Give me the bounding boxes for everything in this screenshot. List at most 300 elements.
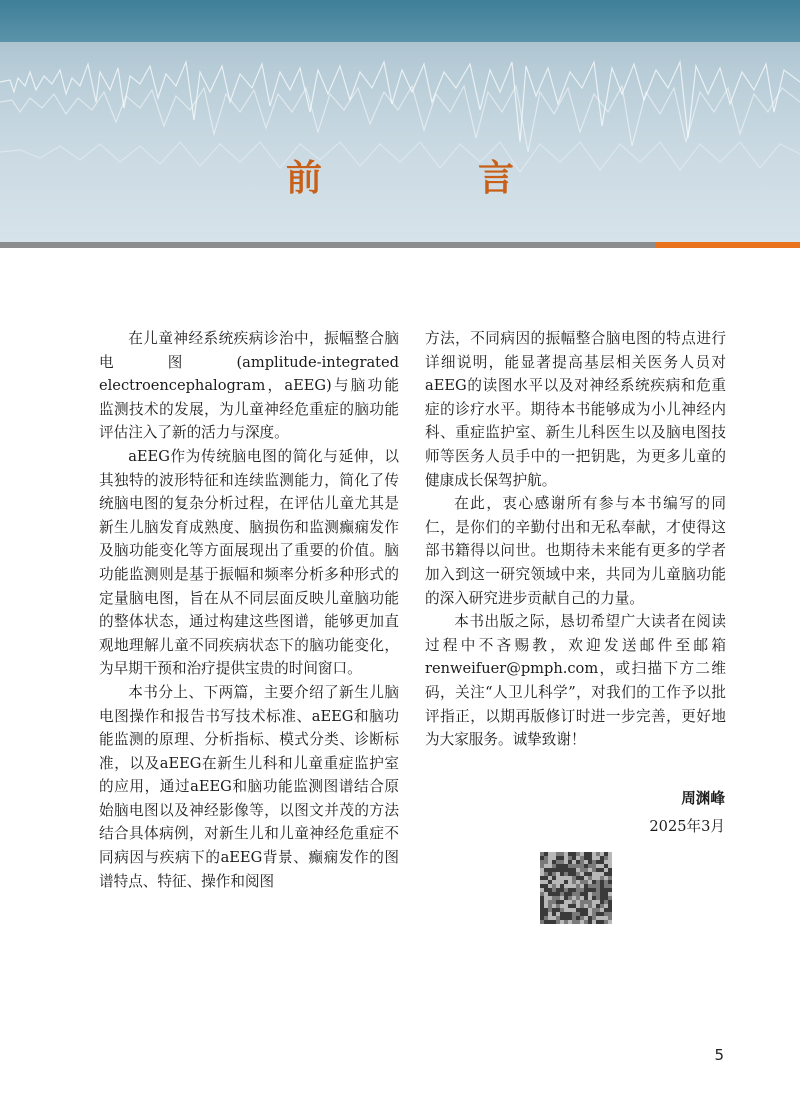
qr-code-cell — [564, 852, 568, 856]
qr-code-cell — [584, 892, 588, 896]
qr-code-cell — [604, 860, 608, 864]
qr-code-cell — [544, 916, 548, 920]
qr-code-cell — [548, 908, 552, 912]
qr-code-cell — [540, 896, 544, 900]
qr-code-cell — [560, 920, 564, 924]
qr-code-cell — [572, 916, 576, 920]
qr-code-cell — [544, 920, 548, 924]
qr-code-cell — [588, 856, 592, 860]
qr-code-icon[interactable] — [540, 852, 612, 924]
qr-code-cell — [604, 912, 608, 916]
qr-code-cell — [556, 856, 560, 860]
qr-code-cell — [540, 888, 544, 892]
qr-code-cell — [568, 856, 572, 860]
qr-code-cell — [596, 896, 600, 900]
qr-code-cell — [588, 868, 592, 872]
qr-code-cell — [592, 868, 596, 872]
qr-code-cell — [552, 916, 556, 920]
qr-code-cell — [556, 872, 560, 876]
qr-code-cell — [572, 868, 576, 872]
qr-code-cell — [556, 884, 560, 888]
qr-code-cell — [552, 872, 556, 876]
qr-code-cell — [600, 868, 604, 872]
qr-code-cell — [564, 904, 568, 908]
qr-code-cell — [600, 888, 604, 892]
qr-code-cell — [564, 892, 568, 896]
qr-code-cell — [584, 904, 588, 908]
qr-code-cell — [596, 916, 600, 920]
qr-code-cell — [560, 872, 564, 876]
qr-code-cell — [556, 876, 560, 880]
paragraph-continuation: 方法，不同病因的振幅整合脑电图的特点进行详细说明，能显著提高基层相关医务人员对aEEG的读图水平以及对神经系统疾病和危重症的诊疗水平。期待本书能够成为小儿神经内科、重症监护室、新生儿科医生以及脑电图技师等医务人员手中的一把钥匙，为更多儿童的健康成长保驾护航。 — [425, 330, 726, 489]
qr-code-cell — [580, 912, 584, 916]
qr-code-cell — [556, 864, 560, 868]
qr-code-cell — [564, 908, 568, 912]
qr-code-cell — [604, 868, 608, 872]
qr-code-cell — [568, 872, 572, 876]
qr-code-cell — [564, 860, 568, 864]
qr-code-cell — [552, 908, 556, 912]
qr-code-cell — [548, 904, 552, 908]
qr-code-cell — [568, 896, 572, 900]
qr-code-cell — [588, 892, 592, 896]
qr-code-cell — [564, 880, 568, 884]
qr-code-cell — [576, 896, 580, 900]
qr-code-cell — [548, 892, 552, 896]
qr-code-cell — [604, 880, 608, 884]
qr-code-cell — [600, 864, 604, 868]
qr-code-cell — [552, 888, 556, 892]
qr-code-cell — [588, 904, 592, 908]
qr-code-cell — [540, 904, 544, 908]
qr-code-cell — [564, 884, 568, 888]
qr-code-cell — [548, 872, 552, 876]
qr-code-cell — [592, 876, 596, 880]
qr-code-cell — [556, 912, 560, 916]
qr-code-cell — [556, 896, 560, 900]
qr-code-cell — [560, 912, 564, 916]
qr-code-cell — [540, 892, 544, 896]
qr-code-cell — [572, 880, 576, 884]
qr-code-cell — [580, 880, 584, 884]
qr-code-cell — [592, 920, 596, 924]
qr-code-cell — [544, 896, 548, 900]
divider-orange-band — [656, 242, 800, 248]
qr-code-cell — [592, 856, 596, 860]
qr-code-cell — [560, 908, 564, 912]
qr-code-cell — [548, 888, 552, 892]
qr-code-cell — [540, 916, 544, 920]
qr-code-cell — [600, 920, 604, 924]
qr-code-cell — [608, 872, 612, 876]
banner-top-strip — [0, 0, 800, 42]
qr-code-cell — [588, 864, 592, 868]
qr-code-cell — [572, 912, 576, 916]
qr-code-cell — [552, 876, 556, 880]
qr-code-cell — [588, 900, 592, 904]
qr-code-cell — [540, 908, 544, 912]
qr-code-cell — [596, 868, 600, 872]
qr-code-cell — [548, 868, 552, 872]
qr-code-cell — [552, 900, 556, 904]
qr-code-cell — [556, 880, 560, 884]
qr-code-cell — [572, 920, 576, 924]
qr-code-cell — [596, 884, 600, 888]
qr-code-cell — [540, 860, 544, 864]
qr-code-cell — [584, 908, 588, 912]
qr-code-cell — [548, 884, 552, 888]
paragraph: aEEG作为传统脑电图的简化与延伸，以其独特的波形特征和连续监测能力，简化了传统脑电图的复杂分析过程，在评估儿童尤其是新生儿脑发育成熟度、脑损伤和监测癫痫发作及脑功能变化等方面展现出了重要的价值。脑功能监测则是基于振幅和频率分析多种形式的定量脑电图，旨在从不同层面反映儿童脑功能的整体状态，通过构建这些图谱，能够更加直观地理解儿童不同疾病状态下的脑功能变化，为早期干预和治疗提供宝贵的时间窗口。 — [99, 447, 399, 678]
qr-code-cell — [548, 852, 552, 856]
qr-code-cell — [580, 868, 584, 872]
qr-code-cell — [564, 876, 568, 880]
qr-code-cell — [580, 872, 584, 876]
qr-code-cell — [548, 912, 552, 916]
qr-code-cell — [580, 864, 584, 868]
qr-code-cell — [552, 864, 556, 868]
qr-code-cell — [552, 896, 556, 900]
qr-code-cell — [580, 856, 584, 860]
qr-code-cell — [604, 892, 608, 896]
qr-code-cell — [596, 852, 600, 856]
qr-code-cell — [572, 896, 576, 900]
qr-code-cell — [568, 908, 572, 912]
paragraph: 在儿童神经系统疾病诊治中，振幅整合脑电图(amplitude-integrated electroencephalogram，aEEG)与脑功能监测技术的发展，为儿童神经危重症的脑功能评估注入了新的活力与深度。 — [99, 330, 399, 442]
qr-code-cell — [564, 888, 568, 892]
qr-code-cell — [540, 864, 544, 868]
qr-code-cell — [596, 908, 600, 912]
qr-code-cell — [568, 868, 572, 872]
qr-code-cell — [580, 908, 584, 912]
qr-code-cell — [564, 864, 568, 868]
qr-code-cell — [568, 916, 572, 920]
qr-code-cell — [608, 920, 612, 924]
qr-code-cell — [552, 920, 556, 924]
qr-code-cell — [604, 900, 608, 904]
qr-code-cell — [572, 888, 576, 892]
qr-code-cell — [576, 908, 580, 912]
qr-code-cell — [596, 872, 600, 876]
qr-code-cell — [560, 864, 564, 868]
qr-code-cell — [592, 884, 596, 888]
qr-code-cell — [556, 860, 560, 864]
qr-code-cell — [552, 884, 556, 888]
qr-code-cell — [560, 904, 564, 908]
qr-code-cell — [592, 896, 596, 900]
qr-code-cell — [592, 880, 596, 884]
qr-code-cell — [592, 916, 596, 920]
qr-code-cell — [572, 892, 576, 896]
qr-code-cell — [544, 864, 548, 868]
qr-code-cell — [588, 852, 592, 856]
qr-code-cell — [544, 888, 548, 892]
qr-code-cell — [564, 868, 568, 872]
qr-code-cell — [552, 852, 556, 856]
qr-code-cell — [560, 900, 564, 904]
qr-code-cell — [572, 876, 576, 880]
qr-code-cell — [548, 920, 552, 924]
qr-code-cell — [580, 884, 584, 888]
qr-code-cell — [552, 892, 556, 896]
qr-code-cell — [544, 912, 548, 916]
qr-code-cell — [560, 868, 564, 872]
qr-code-cell — [608, 852, 612, 856]
qr-code-cell — [556, 904, 560, 908]
qr-code-cell — [600, 912, 604, 916]
qr-code-cell — [588, 912, 592, 916]
qr-code-cell — [572, 856, 576, 860]
qr-code-cell — [604, 884, 608, 888]
qr-code-cell — [564, 916, 568, 920]
qr-code-cell — [604, 856, 608, 860]
qr-code-cell — [568, 860, 572, 864]
qr-code-cell — [548, 880, 552, 884]
qr-code-cell — [584, 876, 588, 880]
qr-code-cell — [596, 856, 600, 860]
qr-code-cell — [572, 860, 576, 864]
qr-code-cell — [576, 864, 580, 868]
qr-code-cell — [600, 860, 604, 864]
paragraph: 本书分上、下两篇，主要介绍了新生儿脑电图操作和报告书写技术标准、aEEG和脑功能监测的原理、分析指标、模式分类、诊断标准，以及aEEG在新生儿科和儿童重症监护室的应用，通过aEEG和脑功能监测图谱结合原始脑电图以及神经影像等，以图文并茂的方法结合具体病例，对新生儿和儿童神经危重症不同病因与疾病下的aEEG背景、癫痫发作的图谱特点、特征、操作和阅图 — [99, 683, 399, 890]
qr-code-cell — [608, 912, 612, 916]
qr-code-cell — [604, 908, 608, 912]
qr-code-cell — [576, 888, 580, 892]
qr-code-cell — [548, 876, 552, 880]
qr-code-cell — [548, 860, 552, 864]
qr-code-cell — [600, 908, 604, 912]
qr-code-cell — [548, 864, 552, 868]
qr-code-cell — [564, 856, 568, 860]
qr-code-cell — [552, 868, 556, 872]
qr-code-cell — [576, 860, 580, 864]
qr-code-cell — [576, 880, 580, 884]
qr-code-cell — [592, 852, 596, 856]
qr-code-cell — [544, 884, 548, 888]
qr-code-cell — [560, 880, 564, 884]
qr-code-cell — [540, 884, 544, 888]
qr-code-cell — [544, 852, 548, 856]
qr-code-cell — [568, 864, 572, 868]
qr-code-cell — [580, 920, 584, 924]
qr-code-cell — [544, 892, 548, 896]
qr-code-cell — [544, 908, 548, 912]
qr-code-cell — [552, 880, 556, 884]
qr-code-cell — [576, 872, 580, 876]
qr-code-cell — [544, 856, 548, 860]
paragraph: 本书出版之际，恳切希望广大读者在阅读过程中不吝赐教，欢迎发送邮件至邮箱renweifuer@pmph.com，或扫描下方二维码，关注“人卫儿科学”，对我们的工作予以批评指正，以期再版修订时进一步完善，更好地为大家服务。诚挚致谢！ — [425, 613, 726, 749]
qr-code-cell — [572, 904, 576, 908]
qr-code-cell — [564, 900, 568, 904]
qr-code-cell — [544, 860, 548, 864]
qr-code-cell — [600, 856, 604, 860]
eeg-wave-decoration — [0, 42, 800, 242]
qr-code-cell — [552, 856, 556, 860]
qr-code-cell — [592, 892, 596, 896]
qr-code-cell — [596, 888, 600, 892]
page-title: 前 言 — [285, 158, 574, 199]
qr-code-cell — [560, 888, 564, 892]
qr-code-cell — [596, 864, 600, 868]
divider-gray-band — [0, 242, 656, 248]
qr-code-cell — [588, 896, 592, 900]
qr-code-cell — [608, 908, 612, 912]
qr-code-cell — [584, 868, 588, 872]
qr-code-cell — [588, 920, 592, 924]
qr-code-cell — [600, 852, 604, 856]
qr-code-cell — [560, 896, 564, 900]
qr-code-cell — [584, 860, 588, 864]
qr-code-cell — [584, 852, 588, 856]
qr-code-cell — [596, 876, 600, 880]
qr-code-cell — [600, 896, 604, 900]
qr-code-cell — [604, 852, 608, 856]
qr-code-cell — [584, 884, 588, 888]
qr-code-cell — [560, 860, 564, 864]
qr-code-cell — [556, 892, 560, 896]
qr-code-cell — [560, 884, 564, 888]
qr-code-cell — [548, 856, 552, 860]
qr-code-cell — [580, 852, 584, 856]
qr-code-cell — [588, 908, 592, 912]
qr-code-cell — [584, 916, 588, 920]
qr-code-cell — [580, 900, 584, 904]
qr-code-cell — [608, 900, 612, 904]
qr-code-cell — [584, 896, 588, 900]
qr-code-cell — [580, 892, 584, 896]
qr-code-cell — [604, 864, 608, 868]
qr-code-cell — [576, 884, 580, 888]
qr-code-cell — [552, 904, 556, 908]
qr-code-cell — [540, 856, 544, 860]
qr-code-cell — [580, 916, 584, 920]
qr-code-cell — [584, 888, 588, 892]
qr-code-cell — [540, 876, 544, 880]
qr-code-cell — [572, 884, 576, 888]
qr-code-cell — [608, 880, 612, 884]
qr-code-cell — [568, 852, 572, 856]
qr-code-cell — [540, 868, 544, 872]
qr-code-cell — [576, 920, 580, 924]
qr-code-cell — [596, 860, 600, 864]
qr-code-cell — [568, 892, 572, 896]
qr-code-cell — [576, 916, 580, 920]
qr-code-cell — [560, 916, 564, 920]
qr-code-cell — [564, 896, 568, 900]
qr-code-cell — [572, 872, 576, 876]
qr-code-cell — [568, 920, 572, 924]
qr-code-cell — [544, 868, 548, 872]
qr-code-cell — [540, 920, 544, 924]
paragraph: 在此，衷心感谢所有参与本书编写的同仁，是你们的辛勤付出和无私奉献，才使得这部书籍得以问世。也期待未来能有更多的学者加入到这一研究领域中来，共同为儿童脑功能的深入研究进步贡献自己的力量。 — [425, 495, 726, 607]
qr-code-cell — [568, 900, 572, 904]
qr-code-cell — [572, 908, 576, 912]
qr-code-cell — [592, 860, 596, 864]
qr-code-cell — [600, 872, 604, 876]
qr-code-cell — [584, 912, 588, 916]
qr-code-cell — [588, 884, 592, 888]
qr-code-cell — [552, 912, 556, 916]
qr-code-cell — [592, 904, 596, 908]
qr-code-cell — [608, 876, 612, 880]
author-signature: 周渊峰 — [681, 790, 725, 807]
qr-code-cell — [544, 880, 548, 884]
qr-code-cell — [592, 888, 596, 892]
qr-code-cell — [548, 896, 552, 900]
qr-code-cell — [564, 912, 568, 916]
qr-code-cell — [580, 904, 584, 908]
qr-code-cell — [540, 880, 544, 884]
qr-code-cell — [584, 872, 588, 876]
qr-code-cell — [608, 860, 612, 864]
qr-code-cell — [560, 892, 564, 896]
qr-code-cell — [596, 900, 600, 904]
qr-code-cell — [588, 872, 592, 876]
qr-code-cell — [568, 912, 572, 916]
qr-code-cell — [568, 888, 572, 892]
qr-code-cell — [604, 888, 608, 892]
qr-code-cell — [608, 904, 612, 908]
qr-code-cell — [540, 852, 544, 856]
qr-code-cell — [568, 884, 572, 888]
qr-code-cell — [608, 888, 612, 892]
right-text-column — [425, 327, 726, 752]
qr-code-cell — [560, 876, 564, 880]
qr-code-cell — [588, 876, 592, 880]
qr-code-cell — [556, 908, 560, 912]
qr-code-cell — [576, 856, 580, 860]
qr-code-cell — [580, 888, 584, 892]
qr-code-cell — [556, 868, 560, 872]
qr-code-cell — [580, 896, 584, 900]
qr-code-cell — [560, 852, 564, 856]
qr-code-cell — [576, 868, 580, 872]
qr-code-cell — [584, 880, 588, 884]
qr-code-cell — [608, 892, 612, 896]
qr-code-cell — [604, 896, 608, 900]
qr-code-cell — [568, 880, 572, 884]
qr-code-cell — [604, 916, 608, 920]
qr-code-cell — [568, 904, 572, 908]
qr-code-cell — [544, 876, 548, 880]
qr-code-cell — [580, 860, 584, 864]
qr-code-cell — [592, 872, 596, 876]
qr-code-cell — [604, 872, 608, 876]
qr-code-cell — [576, 904, 580, 908]
qr-code-cell — [556, 852, 560, 856]
qr-code-cell — [600, 900, 604, 904]
qr-code-cell — [608, 884, 612, 888]
qr-code-cell — [556, 888, 560, 892]
qr-code-cell — [540, 872, 544, 876]
qr-code-cell — [596, 880, 600, 884]
qr-code-cell — [584, 900, 588, 904]
qr-code-cell — [588, 916, 592, 920]
signature-date: 2025年3月 — [649, 818, 725, 835]
qr-code-cell — [596, 912, 600, 916]
qr-code-cell — [552, 860, 556, 864]
qr-code-cell — [568, 876, 572, 880]
qr-code-cell — [548, 916, 552, 920]
qr-code-cell — [588, 888, 592, 892]
qr-code-cell — [560, 856, 564, 860]
qr-code-cell — [608, 896, 612, 900]
qr-code-cell — [592, 908, 596, 912]
qr-code-cell — [588, 880, 592, 884]
qr-code-cell — [596, 904, 600, 908]
qr-code-cell — [572, 864, 576, 868]
qr-code-cell — [556, 916, 560, 920]
qr-code-cell — [608, 916, 612, 920]
